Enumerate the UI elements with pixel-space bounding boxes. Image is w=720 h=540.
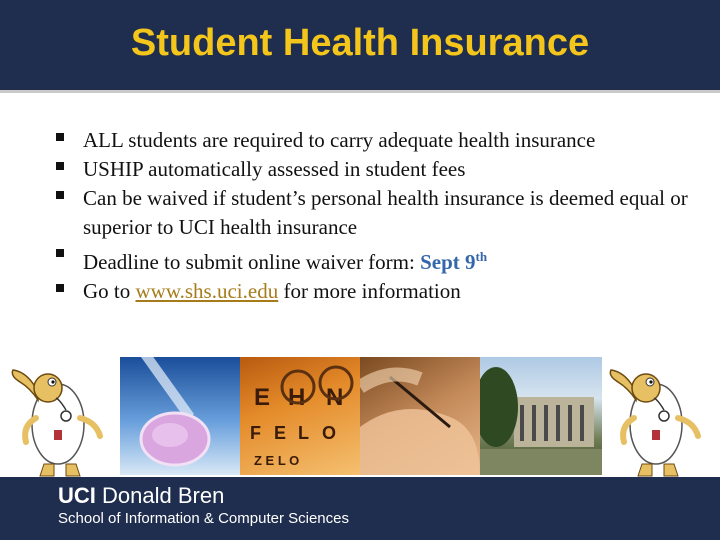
square-bullet-icon [56,249,64,257]
bullet-item [54,242,694,277]
health-photo-collage [120,357,602,475]
svg-text:N: N [326,384,344,411]
svg-text:F: F [250,423,261,443]
injection-hand-photo [360,357,480,475]
deadline-date-suffix: th [475,249,488,264]
svg-text:Z E L O: Z E L O [254,453,300,468]
bullet-item [54,184,694,242]
svg-text:H: H [288,384,306,411]
school-name: School of Information & Computer Sciences [58,510,349,527]
bullet-text: USHIP automatically assessed in student fees [83,157,466,181]
petri-dish-photo [120,357,240,475]
bullet-item [54,155,694,184]
slide-title: Student Health Insurance [130,21,590,64]
square-bullet-icon [56,162,64,170]
uci-donald-bren-logo [58,483,224,509]
title-bar [0,0,720,90]
anteater-doctor-mascot-left [8,352,118,482]
footer-bar [0,477,720,540]
campus-building-photo [480,357,602,475]
square-bullet-icon [56,133,64,141]
svg-text:O: O [322,423,337,443]
svg-text:E: E [254,384,271,411]
bullet-text: for more information [278,279,461,303]
eye-chart-photo [240,357,360,475]
logo-uci: UCI [58,483,96,508]
bullet-text: ALL students are required to carry adequate health insurance [83,128,596,152]
square-bullet-icon [56,191,64,199]
svg-text:L: L [298,423,309,443]
deadline-date-text: Sept 9 [420,250,476,274]
bullet-list [54,126,694,306]
deadline-date [420,250,487,274]
svg-text:E: E [274,423,287,443]
title-divider [0,90,720,93]
shs-website-link[interactable]: www.shs.uci.edu [135,279,279,303]
bullet-text: Go to [83,279,136,303]
bullet-item [54,277,694,306]
bullet-text: Deadline to submit online waiver form: [83,250,421,274]
square-bullet-icon [56,284,64,292]
anteater-doctor-mascot-right [606,352,716,482]
bullet-text: Can be waived if student’s personal health insurance is deemed equal or superior to UCI health insurance [83,186,688,239]
logo-donald-bren: Donald Bren [95,483,225,508]
bullet-item [54,126,694,155]
